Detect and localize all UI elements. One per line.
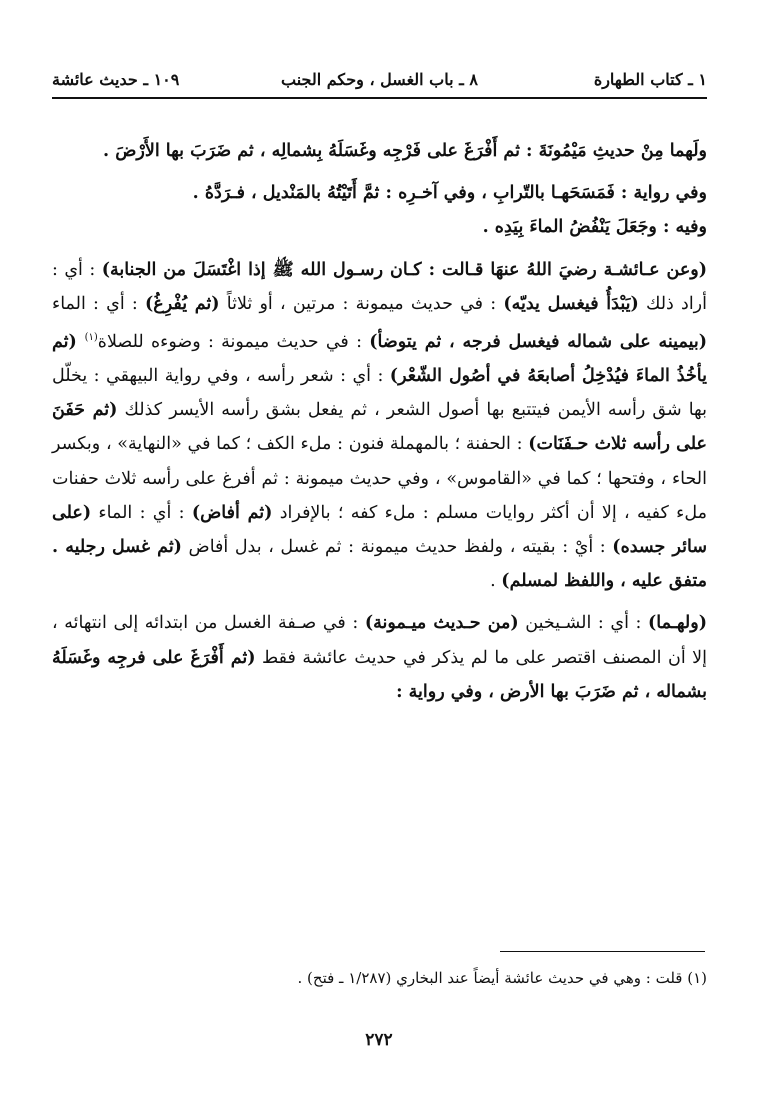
hadith-text: (من حـديث ميـمونة) — [364, 613, 519, 634]
hadith-text: (ثم غسل رجليه . متفق عليه ، واللفظ لمسلم) — [52, 537, 707, 592]
footnote-marker: (١) — [84, 332, 98, 344]
hadith-text: (بيمينه على شماله فيغسل فرجه ، ثم يتوضأ) — [369, 331, 708, 352]
header-chapter-title: ٨ ـ باب الغسل ، وحكم الجنب — [281, 70, 478, 89]
narration-line-2: وفيه : وجَعَلَ يَنْفُضُ الماءَ بِيَدِه . — [482, 217, 707, 238]
commentary-text: : أي : الماء — [52, 293, 145, 314]
hadith-text: (ولهـما) — [648, 613, 707, 634]
commentary-text: : الحفنة ؛ بالمهملة فنون : ملء الكف ؛ كما في «النهاية» ، وبكسر الحاء ، وفتحها ؛ كما في «القاموس» ، وفي حديث ميمونة : ثم أفرغ على رأسه ثلاث حفنات ملء كفيه ، إلا أن أكثر روايات مسلم : ملء كفه ؛ بالإفراد — [52, 434, 707, 523]
page-number: ٢٧٢ — [365, 1030, 393, 1050]
footnote-divider — [500, 951, 705, 952]
commentary-text: . — [490, 571, 502, 592]
commentary-text: : أي : أراد ذلك — [52, 259, 707, 314]
commentary-text: : في حديث ميمونة : مرتين ، أو ثلاثاً — [219, 293, 504, 314]
hadith-text: (ثم يأخُذُ الماءَ فيُدْخِلُ أصابعَهُ في أصُول الشّعْر) — [52, 331, 707, 387]
hadith-text: (يَبْدَأُ فيغسل يديّه) — [503, 293, 639, 314]
commentary-text: : أي : شعر رأسه ، وفي رواية البيهقي : يخلّل بها شق رأسه الأيمن فيتتبع بها أصول الشعر ، ثم يفعل بشق رأسه الأيسر كذلك — [52, 366, 707, 421]
main-text — [52, 134, 707, 709]
hadith-text: (ثم أَفْرَغَ على فرجِه وغَسَلَهُ بشماله ، ثم ضَرَبَ بها الأرض ، وفي رواية : — [52, 647, 707, 702]
hadith-text: (على سائر جسده) — [52, 502, 707, 558]
paragraph-maymuna-hadith: ولَهما مِنْ حديثِ مَيْمُونَةَ : ثم أَفْرَغَ على فَرْجِه وغَسَلَهُ بِشمالِه ، ثم ضَرَبَ بها الأَرْضَ . — [103, 141, 707, 161]
header-hadith-title: ١٠٩ ـ حديث عائشة — [52, 70, 180, 89]
narration-line-1: وفي رواية : فَمَسَحَهـا بالتّرابِ ، وفي آخـرِه : ثمَّ أَتَيْتُهُ بالمَنْديل ، فـرَدَّهُ . — [192, 183, 707, 204]
header-divider — [52, 97, 707, 99]
paragraph-other-narration — [52, 176, 707, 244]
hadith-text: (ثم حَفَنَ على رأسه ثلاث حـفَنَات) — [52, 400, 707, 455]
paragraph-aisha-commentary — [52, 253, 707, 599]
running-header — [52, 66, 707, 96]
commentary-text: : أي : الشـيخين — [518, 613, 648, 634]
paragraph-maymuna-commentary — [52, 606, 707, 709]
hadith-text: (ثم أفاض) — [191, 502, 273, 523]
hadith-text: (ثم يُفْرِغُ) — [144, 293, 220, 314]
hadith-text: (وعن عـائشـة رضيَ اللهُ عنهَا قـالت : كـان رسـول الله ﷺ إذا اغْتَسَلَ من الجنابة) — [101, 259, 708, 280]
header-book-title: ١ ـ كتاب الطهارة — [593, 70, 707, 89]
commentary-text: : في صـفة الغسل من ابتدائه إلى انتهائه ، إلا أن المصنف اقتصر على ما لم يذكر في حديث عائشة فقط — [52, 613, 707, 668]
commentary-text: : أي : الماء — [91, 502, 192, 523]
commentary-text: : في حديث ميمونة : وضوءه للصلاة — [97, 331, 370, 352]
footnote: (١) قلت : وهي في حديث عائشة أيضاً عند البخاري (١/٢٨٧ ـ فتح) . — [297, 969, 707, 987]
commentary-text: : أيْ : بقيته ، ولفظ حديث ميمونة : ثم غسل ، بدل أفاض — [181, 537, 613, 558]
